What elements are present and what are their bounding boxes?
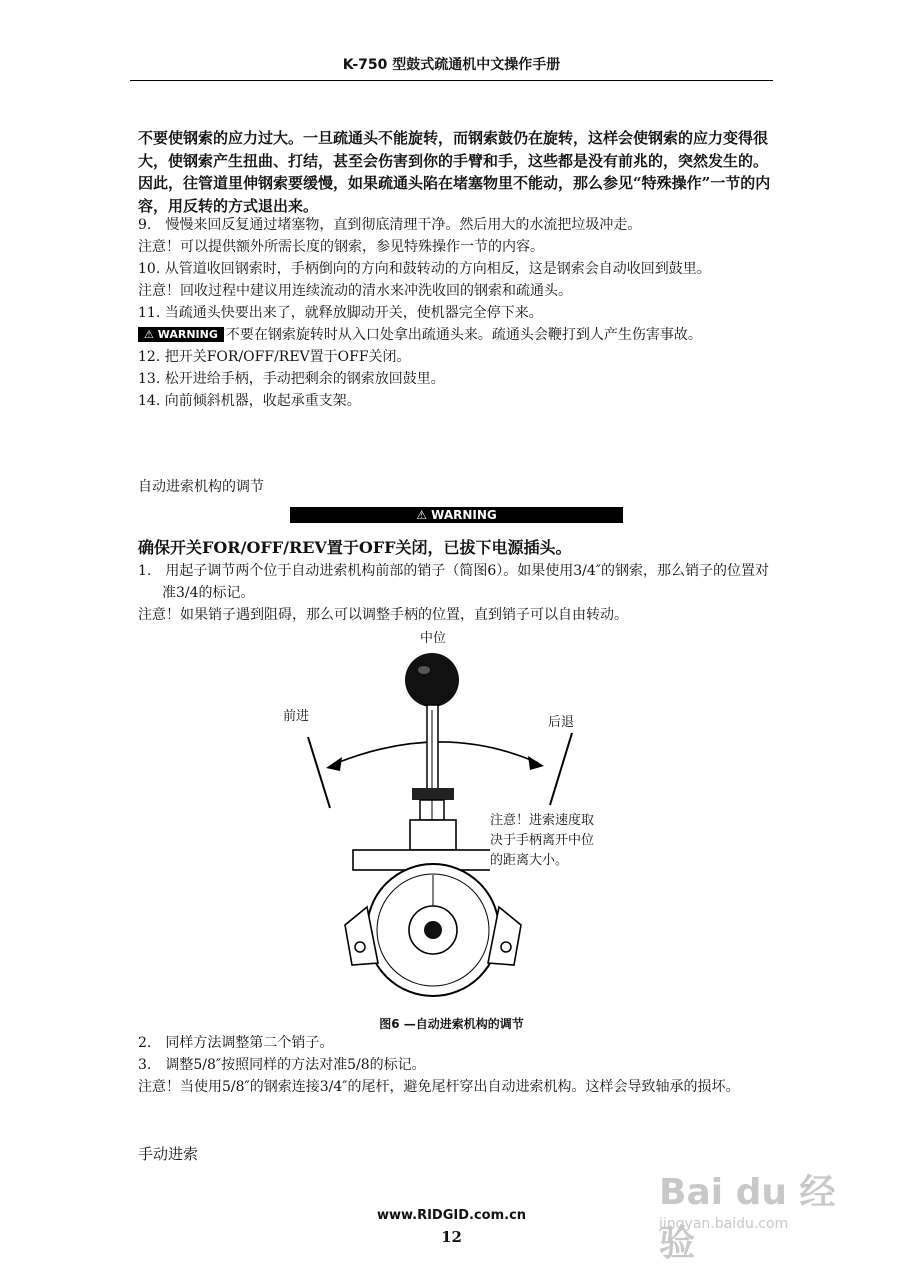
section-heading-auto-feed: 自动进索机构的调节: [138, 479, 264, 495]
label-forward: 前进: [283, 709, 310, 724]
feed-mechanism-diagram: [270, 625, 630, 1010]
adjust-block: [138, 536, 778, 626]
label-neutral: 中位: [420, 631, 447, 646]
note-extra-cable: 注意！可以提供额外所需长度的钢索，参见特殊操作一节的内容。: [138, 239, 544, 255]
speed-note: [490, 811, 594, 871]
intro-paragraph: 不要使钢索的应力过大。一旦疏通头不能旋转，而钢索鼓仍在旋转，这样会使钢索的应力变得很大，使钢索产生扭曲、打结，甚至会伤害到你的手臂和手，这些都是没有前兆的，突然发生的。因此，往管道里伸钢索要缓慢，如果疏通头陷在堵塞物里不能动，那么参见“特殊操作”一节的内容，用反转的方式退出来。: [138, 129, 771, 215]
inline-warning-text: 不要在钢索旋转时从入口处拿出疏通头来。疏通头会鞭打到人产生伤害事故。: [225, 327, 702, 343]
warning-bar: ⚠ WARNING: [290, 507, 623, 523]
note-tail-rod: 注意！当使用5/8″的钢索连接3/4″的尾杆，避免尾杆穿出自动进索机构。这样会导致轴承的损坏。: [138, 1079, 740, 1095]
step-11: 11. 当疏通头快要出来了，就释放脚动开关，使机器完全停下来。: [138, 305, 543, 321]
arc-arrow-right: [528, 756, 544, 770]
hub-center: [424, 921, 442, 939]
step-12: 12. 把开关FOR/OFF/REV置于OFF关闭。: [138, 349, 411, 365]
footer-url: www.RIDGID.com.cn: [376, 1208, 527, 1223]
speed-note-line-3: 的距离大小。: [490, 853, 569, 868]
after-steps: [138, 1032, 778, 1098]
header-rule: [130, 80, 773, 81]
handle-knob: [405, 653, 459, 707]
adjust-step-2: 2. 同样方法调整第二个销子。: [138, 1035, 334, 1051]
label-reverse: 后退: [548, 715, 575, 730]
adjust-step-1: 1. 用起子调节两个位于自动进索机构前部的销子（简图6）。如果使用3/4″的钢索，那么销子的位置对准3/4的标记。: [138, 563, 770, 601]
watermark-url: jingyan.baidu.com: [659, 1216, 789, 1232]
watermark-brand: Bai du 经验: [659, 1172, 836, 1264]
note-rinse: 注意！回收过程中建议用连续流动的清水来冲洗收回的钢索和疏通头。: [138, 283, 572, 299]
step-10: 10. 从管道收回钢索时，手柄倒向的方向和鼓转动的方向相反，这是钢索会自动收回到鼓里。: [138, 261, 711, 277]
speed-note-line-2: 决于手柄离开中位: [490, 833, 595, 848]
reverse-tick: [550, 733, 572, 805]
page-number: 12: [441, 1228, 462, 1246]
page-header-title: K-750 型鼓式疏通机中文操作手册: [342, 57, 561, 73]
handle-collar: [412, 788, 454, 800]
inline-warning: [138, 324, 778, 346]
step-13: 13. 松开进给手柄，手动把剩余的钢索放回鼓里。: [138, 371, 445, 387]
figure-caption: 图6 —自动进索机构的调节: [379, 1017, 524, 1031]
arc-arrow-left: [326, 757, 342, 771]
adjust-step-3: 3. 调整5/8″按照同样的方法对准5/8的标记。: [138, 1057, 426, 1073]
adjust-note: 注意！如果销子遇到阻碍，那么可以调整手柄的位置，直到销子可以自由转动。: [138, 607, 628, 623]
section-heading-manual-feed: 手动进索: [138, 1145, 199, 1163]
warning-badge: ⚠ WARNING: [138, 327, 224, 342]
step-9: 9. 慢慢来回反复通过堵塞物，直到彻底清理干净。然后用大的水流把垃圾冲走。: [138, 217, 642, 233]
steps-list: [138, 214, 778, 412]
warning-bold-text: 确保开关FOR/OFF/REV置于OFF关闭，已拔下电源插头。: [138, 538, 572, 557]
speed-note-line-1: 注意！进索速度取: [490, 813, 595, 828]
watermark: [645, 1150, 845, 1264]
forward-tick: [308, 737, 330, 808]
housing-neck: [410, 820, 456, 850]
step-14: 14. 向前倾斜机器，收起承重支架。: [138, 393, 361, 409]
